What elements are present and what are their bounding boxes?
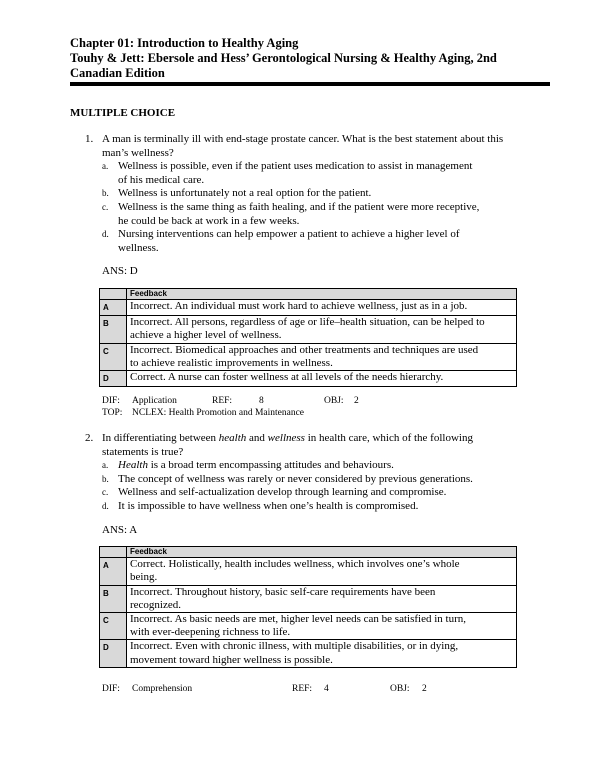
question-number: 2. xyxy=(85,432,94,444)
answer-option-a: a. Wellness is possible, even if the patient uses medication to assist in management of his medical care. xyxy=(102,160,473,186)
document-page: Chapter 01: Introduction to Healthy Aging Touhy & Jett: Ebersole and Hess’ Gerontological Nursing & Healthy Aging, 2nd Canadian Edition MULTIPLE CHOICE 1. A man is terminally ill with end-stage prostate cancer. What is the best statement about this man’s wellness? a. Wellness is possible, even if the patient uses medication to assist in management of his medical care. b. Wellness is unfortunately not a real option for the patient. c. Wellness is the same thing as faith healing, and if the patient were more receptive, he could be back at work in a few weeks. d. Nursing interventions can help empower a patient to achieve a higher level of wellness. ANS: D Feedback A Incorrect. An individual must work hard to achieve wellness, just as in a job. B Incorrect. All persons, regardless of age or life–health situation, can be helped to achieve a higher level of wellness. C Incorrect. Biomedical approaches and other treatments and techniques are used to achieve realistic improvements in wellness. D Correct. A nurse can foster wellness at all levels of the needs hierarchy. DIF: Application REF: 8 OBJ: 2 TOP: NCLEX: Health Promotion and Maintenance 2. In differentiating between health and wellness in health care, which of the following statements is true? a. Health is a broad term encompassing attitudes and behaviours. b. The concept of wellness was rarely or never considered by previous generations. c. Wellness and self-actualization develop through learning and compromise. d. It is impossible to have wellness when one’s health is compromised. ANS: A Feedback A Correct. Holistically, health includes wellness, which involves one’s whole being. B Incorrect. Throughout history, basic self-care requirements have been recognized. C Incorrect. As basic needs are met, higher level needs can be satisfied in turn, with ever-deepening richness to life. D Incorrect. Even with chronic illness, with multiple disabilities, or in dying, movement toward higher wellness is possible. DIF: Comprehension REF: 4 OBJ: 2 xyxy=(0,0,600,776)
question-2 xyxy=(70,432,550,668)
answer-option-b: b. The concept of wellness was rarely or never considered by previous generations. xyxy=(102,472,473,485)
reference: 8 xyxy=(259,396,264,406)
feedback-row: D Correct. A nurse can foster wellness at all levels of the needs hierarchy. xyxy=(100,370,517,386)
book-title-line2: Canadian Edition xyxy=(70,66,165,80)
answer-key: ANS: A xyxy=(102,523,138,536)
topic: NCLEX: Health Promotion and Maintenance xyxy=(132,408,305,418)
question-1 xyxy=(70,133,550,387)
question-stem-line: In differentiating between health and wellness in health care, which of the following xyxy=(102,432,473,444)
answer-key: ANS: D xyxy=(102,265,138,278)
answer-option-c: c. Wellness is the same thing as faith healing, and if the patient were more receptive, he could be back at work in a few weeks. xyxy=(102,200,480,227)
section-title: MULTIPLE CHOICE xyxy=(70,107,176,119)
feedback-table xyxy=(99,546,517,668)
header-divider xyxy=(70,82,550,86)
question-stem-line: A man is terminally ill with end-stage prostate cancer. What is the best statement about this xyxy=(102,133,504,145)
feedback-header: Feedback xyxy=(127,288,517,299)
chapter-title: Chapter 01: Introduction to Healthy Aging xyxy=(70,36,299,50)
feedback-row: A Incorrect. An individual must work hard to achieve wellness, just as in a job. xyxy=(100,299,517,315)
feedback-row: A Correct. Holistically, health includes wellness, which involves one’s whole being. xyxy=(100,558,517,585)
question-stem-line: statements is true? xyxy=(102,445,184,458)
feedback-row: C Incorrect. As basic needs are met, higher level needs can be satisfied in turn, with ever-deepening richness to life. xyxy=(100,612,517,639)
objective: 2 xyxy=(354,396,359,406)
reference: 4 xyxy=(324,684,329,694)
answer-option-a: a. Health is a broad term encompassing attitudes and behaviours. xyxy=(102,459,394,472)
question-stem-line: man’s wellness? xyxy=(102,146,174,159)
feedback-header: Feedback xyxy=(127,547,517,558)
feedback-row: B Incorrect. All persons, regardless of age or life–health situation, can be helped to achieve a higher level of wellness. xyxy=(100,316,517,343)
feedback-table xyxy=(99,288,517,387)
feedback-row: D Incorrect. Even with chronic illness, with multiple disabilities, or in dying, movement toward higher wellness is possible. xyxy=(100,640,517,667)
question-number: 1. xyxy=(85,133,94,145)
answer-option-d: d. It is impossible to have wellness when one’s health is compromised. xyxy=(102,499,419,512)
difficulty: Application xyxy=(132,396,177,406)
difficulty: Comprehension xyxy=(132,684,193,694)
answer-option-d: d. Nursing interventions can help empower a patient to achieve a higher level of wellness. xyxy=(102,228,460,254)
objective: 2 xyxy=(422,684,427,694)
answer-option-b: b. Wellness is unfortunately not a real option for the patient. xyxy=(102,187,372,200)
feedback-row: B Incorrect. Throughout history, basic self-care requirements have been recognized. xyxy=(100,585,517,612)
feedback-row: C Incorrect. Biomedical approaches and other treatments and techniques are used to achieve realistic improvements in wellness. xyxy=(100,343,517,370)
answer-option-c: c. Wellness and self-actualization develop through learning and compromise. xyxy=(102,486,447,499)
book-title-line1: Touhy & Jett: Ebersole and Hess’ Gerontological Nursing & Healthy Aging, 2nd xyxy=(70,51,497,65)
chapter-header xyxy=(70,36,550,81)
